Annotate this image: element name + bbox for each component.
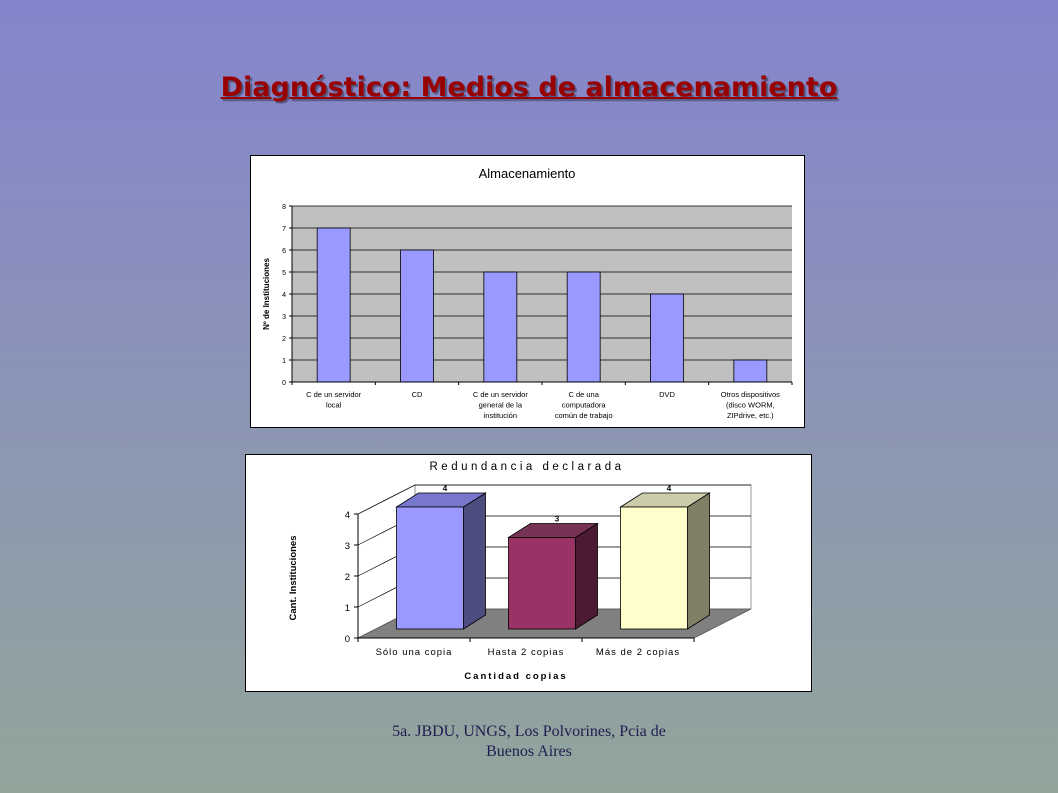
chart-title: Almacenamiento (478, 166, 576, 181)
storage-chart-svg (251, 156, 804, 427)
y-tick-label: 2 (282, 336, 286, 343)
x-category-label-0: Sólo una copia (375, 647, 453, 658)
chart-title: Redundancia declarada (429, 461, 625, 473)
y-tick-label: 4 (344, 510, 350, 521)
bar-0 (317, 228, 350, 382)
bar-2 (621, 507, 688, 629)
data-label-1: 3 (554, 514, 560, 524)
x-category-label-0: C de un servidor local (306, 390, 362, 410)
x-category-label-5: Otros dispositivos (disco WORM, ZIPdrive, etc.) (720, 390, 780, 420)
y-tick-label: 0 (344, 634, 350, 645)
data-label-2: 4 (666, 484, 672, 493)
bar-side-1 (576, 524, 598, 630)
y-axis-label: Nº de Instituciones (262, 258, 271, 330)
redundancy-3d-bar-chart (245, 454, 812, 692)
y-tick-label: 8 (282, 204, 286, 211)
y-tick-label: 4 (282, 292, 286, 299)
bar-2 (484, 272, 517, 382)
y-axis-label: Cant. Instituciones (288, 535, 299, 621)
bar-0 (397, 507, 464, 629)
x-axis-label: Cantidad copias (464, 671, 568, 682)
footer-line-1: 5a. JBDU, UNGS, Los Polvorines, Pcia de (392, 723, 666, 740)
y-tick-label: 5 (282, 270, 286, 277)
y-tick-label: 7 (282, 226, 286, 233)
x-category-label-2: C de un servidor general de la institución (472, 390, 528, 420)
bar-5 (734, 360, 767, 382)
bar-side-0 (464, 493, 486, 629)
y-tick-label: 0 (282, 380, 286, 387)
bar-1 (401, 250, 434, 382)
x-category-label-2: Más de 2 copias (595, 647, 681, 658)
bar-4 (651, 294, 684, 382)
footer-line-2: Buenos Aires (486, 743, 572, 760)
slide-footer (0, 722, 1058, 762)
x-category-label-1: CD (411, 390, 423, 399)
bar-1 (509, 538, 576, 630)
bar-3 (567, 272, 600, 382)
data-label-0: 4 (442, 484, 448, 493)
y-tick-label: 3 (282, 314, 286, 321)
y-tick-label: 6 (282, 248, 286, 255)
x-category-label-1: Hasta 2 copias (487, 647, 565, 658)
bar-side-2 (688, 493, 710, 629)
y-tick-label: 1 (282, 358, 286, 365)
y-tick-label: 3 (344, 541, 350, 552)
y-tick-label: 1 (344, 603, 350, 614)
y-tick-label: 2 (344, 572, 350, 583)
redundancy-chart-svg (246, 455, 811, 691)
x-category-label-3: C de una computadora común de trabajo (554, 390, 613, 420)
slide-title: Diagnóstico: Medios de almacenamiento (220, 72, 838, 103)
storage-bar-chart (250, 155, 805, 428)
x-category-label-4: DVD (659, 390, 675, 399)
